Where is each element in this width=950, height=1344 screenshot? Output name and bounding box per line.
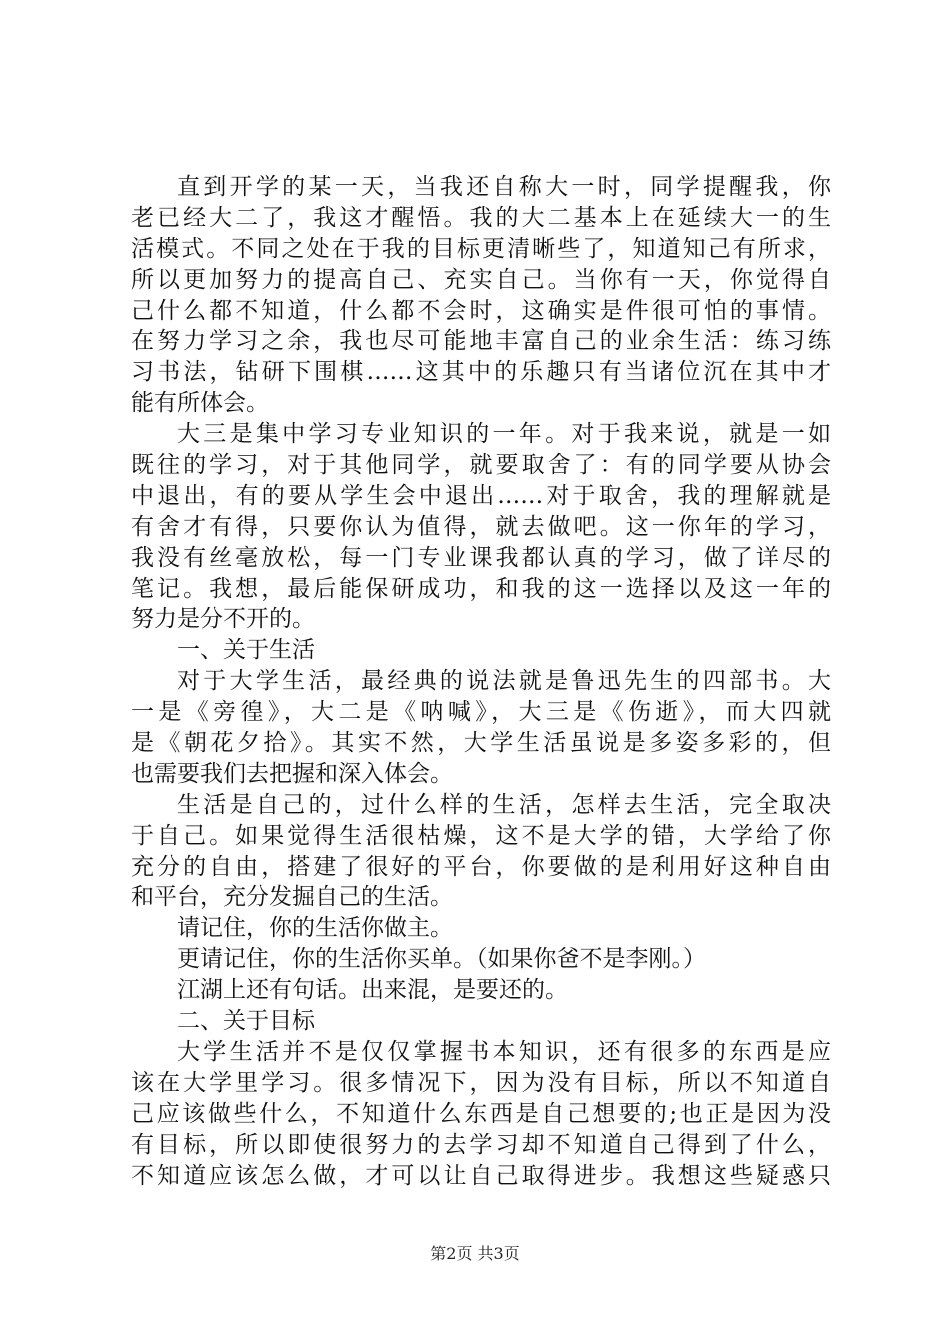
text-line: 充分的自由，搭建了很好的平台，你要做的是利用好这种自由 [131, 853, 831, 880]
text-line: 老已经大二了，我这才醒悟。我的大二基本上在延续大一的生 [131, 204, 831, 231]
text-line: 和平台，充分发掘自己的生活。 [131, 884, 453, 911]
text-line: 既往的学习，对于其他同学，就要取舍了：有的同学要从协会 [131, 452, 831, 479]
text-line: 也需要我们去把握和深入体会。 [131, 760, 453, 787]
text-line: 二、关于目标 [177, 1008, 315, 1035]
text-line: 江湖上还有句话。出来混，是要还的。 [177, 977, 568, 1004]
text-line: 习书法，钻研下围棋……这其中的乐趣只有当诸位沉在其中才 [131, 359, 831, 386]
text-line: 己什么都不知道，什么都不会时，这确实是件很可怕的事情。 [131, 297, 831, 324]
text-line: 该在大学里学习。很多情况下，因为没有目标，所以不知道自 [131, 1069, 831, 1096]
text-line: 中退出，有的要从学生会中退出……对于取舍，我的理解就是 [131, 482, 831, 509]
text-line: 我没有丝毫放松，每一门专业课我都认真的学习，做了详尽的 [131, 544, 831, 571]
text-line: 生活是自己的，过什么样的生活，怎样去生活，完全取决 [177, 791, 831, 818]
text-line: 直到开学的某一天，当我还自称大一时，同学提醒我，你 [177, 174, 831, 200]
text-line: 更请记住，你的生活你买单。（如果你爸不是李刚。） [177, 946, 706, 973]
text-line: 是《朝花夕拾》。其实不然，大学生活虽说是多姿多彩的，但 [131, 730, 831, 757]
text-line: 有目标，所以即使很努力的去学习却不知道自己得到了什么， [131, 1131, 831, 1158]
text-line: 请记住，你的生活你做主。 [177, 915, 453, 942]
text-line: 有舍才有得，只要你认为值得，就去做吧。这一你年的学习， [131, 513, 831, 540]
text-line: 己应该做些什么，不知道什么东西是自己想要的;也正是因为没 [131, 1100, 831, 1127]
text-line: 于自己。如果觉得生活很枯燥，这不是大学的错，大学给了你 [131, 822, 831, 849]
text-line: 不知道应该怎么做，才可以让自己取得进步。我想这些疑惑只 [131, 1162, 831, 1189]
text-line: 活模式。不同之处在于我的目标更清晰些了，知道知己有所求， [131, 235, 831, 262]
text-line: 努力是分不开的。 [131, 606, 315, 633]
text-line: 对于大学生活，最经典的说法就是鲁迅先生的四部书。大 [177, 668, 831, 695]
text-line: 大三是集中学习专业知识的一年。对于我来说，就是一如 [177, 421, 831, 448]
text-line: 一、关于生活 [177, 637, 315, 664]
document-body [131, 172, 831, 1191]
text-line: 所以更加努力的提高自己、充实自己。当你有一天，你觉得自 [131, 266, 831, 293]
page-number-footer: 第2页 共3页 [430, 1244, 520, 1263]
text-line: 笔记。我想，最后能保研成功，和我的这一选择以及这一年的 [131, 575, 831, 602]
text-line: 在努力学习之余，我也尽可能地丰富自己的业余生活：练习练 [131, 328, 831, 355]
text-line: 能有所体会。 [131, 390, 269, 417]
text-line: 大学生活并不是仅仅掌握书本知识，还有很多的东西是应 [177, 1038, 831, 1065]
text-line: 一是《旁徨》，大二是《呐喊》，大三是《伤逝》，而大四就 [131, 699, 831, 726]
